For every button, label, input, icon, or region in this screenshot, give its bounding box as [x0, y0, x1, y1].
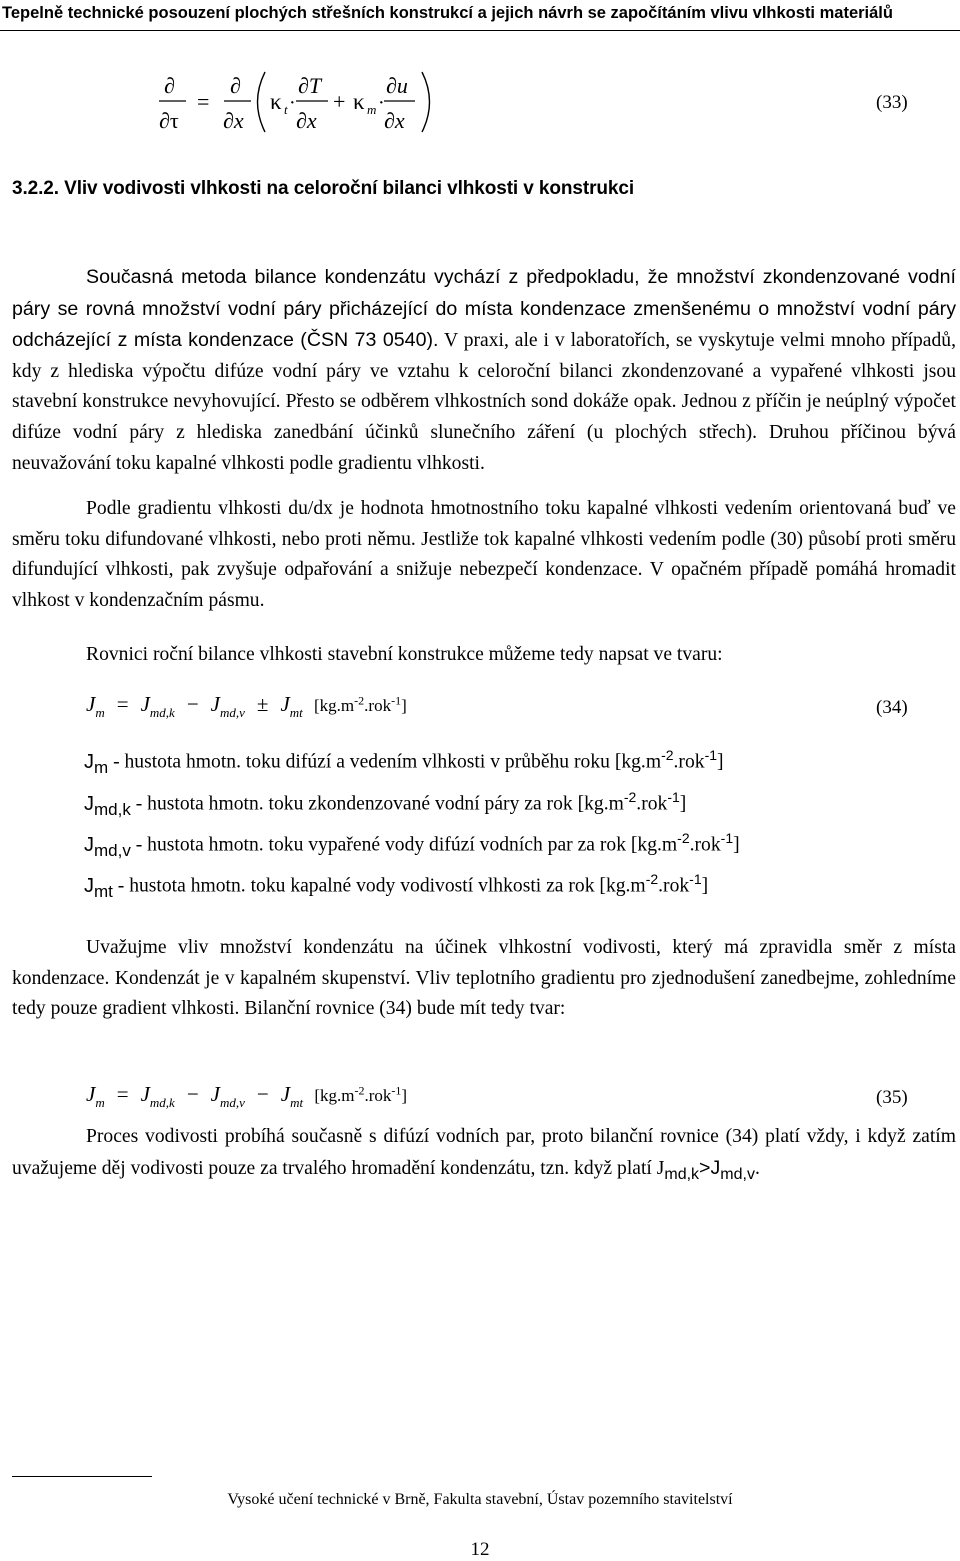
- definition-jmt: $J_{mt}$ - hustota hmotn. toku kapalné vody vodivostí vlhkosti za rok $[kg.m^{-2}.rok^{-1}]$: [84, 871, 709, 901]
- footer-rule: [12, 1476, 152, 1477]
- eq33-kappa-m: κ: [353, 89, 365, 114]
- footer-institution: Vysoké učení technické v Brně, Fakulta stavební, Ústav pozemního stavitelství: [227, 1491, 733, 1508]
- equation-number-35: (35): [876, 1087, 908, 1108]
- paragraph-3: Rovnici roční bilance vlhkosti stavební konstrukce můžeme tedy napsat ve tvaru:: [86, 644, 723, 665]
- equation-number-33: (33): [876, 92, 908, 113]
- equation-35: $J_m = J_{md,k} - J_{md,v} - J_{mt}$ $[kg.m^{-2}.rok^{-1}]$: [86, 1082, 408, 1110]
- eq33-right-paren: [422, 72, 430, 132]
- definition-jmdv: $J_{md,v}$ - hustota hmotn. toku vypařené vody difúzí vodních par za rok $[kg.m^{-2}.rok^{-1}]$: [84, 830, 740, 860]
- running-title: Tepelně technické posouzení plochých střešních konstrukcí a jejich návrh se započítáním vlivu vlhkosti materiálů: [2, 4, 893, 22]
- equation-number-34: (34): [876, 697, 908, 718]
- equation-33: [150, 68, 440, 138]
- eq33-partial-top: ∂: [230, 73, 241, 98]
- eq33-partial-u: ∂u: [386, 73, 408, 98]
- eq33-partial-T: ∂T: [298, 73, 322, 98]
- eq33-equals: =: [197, 89, 210, 114]
- equation-34: $J_m = J_{md,k} - J_{md,v} \pm J_{mt}$ $[kg.m^{-2}.rok^{-1}]$: [86, 692, 407, 720]
- svg-text:t: t: [284, 102, 288, 117]
- svg-text:∂x: ∂x: [384, 108, 405, 133]
- paragraph-4: Uvažujme vliv množství kondenzátu na účinek vlhkostní vodivosti, který má zpravidla směr z místa kondenzace. Kondenzát je v kapalném skupenství. Vliv teplotního gradientu pro zjednodušení zanedbejme, zohledníme tedy pouze gradient vlhkosti. Bilanční rovnice (34) bude mít tedy tvar:: [12, 937, 956, 1020]
- paragraph-2: Podle gradientu vlhkosti du/dx je hodnota hmotnostního toku kapalné vlhkosti vedením orientovaná buď ve směru toku difundované vlhkosti, nebo proti němu. Jestliže tok kapalné vlhkosti vedením podle (30) působí proti směru difundující vlhkosti, pak zvyšuje odpařování a snižuje nebezpečí kondenzace. V opačném případě pomáhá hromadit vlhkost v kondenzačním pásmu.: [12, 498, 956, 611]
- eq33-plus: +: [333, 89, 346, 114]
- eq33-partial-top-left: ∂: [164, 73, 175, 98]
- paragraph-5: Proces vodivosti probíhá současně s difúzí vodních par, proto bilanční rovnice (34) platí vždy, i když zatím uvažujeme děj vodivosti pouze za trvalého hromadění kondenzátu, tzn. když platí $J_{md,k}>J_{md,v}$.: [12, 1126, 956, 1183]
- section-heading: 3.2.2. Vliv vodivosti vlhkosti na celoroční bilanci vlhkosti v konstrukci: [12, 178, 635, 199]
- paragraph-1: [12, 262, 956, 479]
- paragraph-1-part-a: Současná metoda bilance kondenzátu vychází z předpokladu, že množství zkondenzované vodní páry se rovná množství vodní páry přicházející do místa kondenzace zmenšenému o množství vodní páry odcházející z místa kondenzace (ČSN 73 0540).: [12, 266, 956, 352]
- eq33-partial-x: ∂x: [223, 108, 244, 133]
- definition-jm: $J_m$ - hustota hmotn. toku difúzí a vedením vlhkosti v průběhu roku $[kg.m^{-2}.rok^{-1}]$: [84, 747, 724, 777]
- svg-text:m: m: [367, 102, 377, 117]
- svg-text:∂x: ∂x: [296, 108, 317, 133]
- page-number: 12: [470, 1539, 490, 1560]
- eq33-kappa-t: κ: [270, 89, 282, 114]
- eq33-partial-tau: ∂τ: [159, 108, 179, 133]
- paragraph-1-part-b: V praxi, ale i v laboratořích, se vyskytuje velmi mnoho případů, kdy z hlediska výpočtu difúze vodní páry ve vztahu k celoroční bilanci zkondenzované a vypařené vlhkosti jsou stavební konstrukce nevyhovující. Přesto se odběrem vlhkostních sond dokáže opak. Jednou z příčin je neúplný výpočet difúze vodní páry z hlediska zanedbání účinků slunečního záření (u plochých střech). Druhou příčinou bývá neuvažování toku kapalné vlhkosti podle gradientu vlhkosti.: [12, 330, 956, 474]
- running-header: [0, 0, 960, 31]
- definition-jmdk: $J_{md,k}$ - hustota hmotn. toku zkondenzované vodní páry za rok $[kg.m^{-2}.rok^{-1}]$: [84, 789, 687, 819]
- svg-text:·: ·: [378, 92, 385, 114]
- svg-text:·: ·: [289, 92, 296, 114]
- eq33-left-paren: [258, 72, 266, 132]
